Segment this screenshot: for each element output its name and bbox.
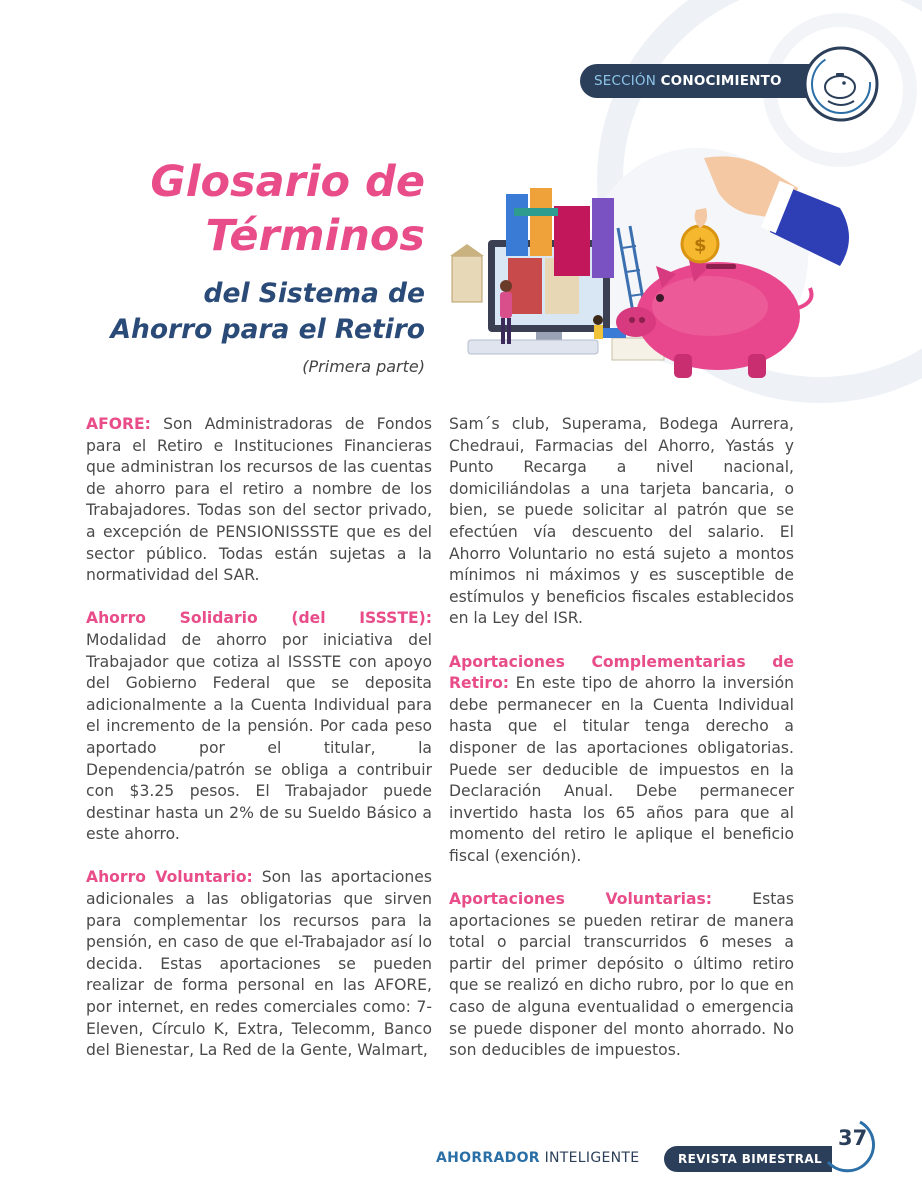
term-label: Ahorro Voluntario: <box>86 868 253 887</box>
footer-tag: REVISTA BIMESTRAL <box>664 1146 832 1172</box>
piggy-bank-badge-icon <box>800 43 882 125</box>
part-label: (Primera parte) <box>302 357 425 376</box>
term-label: Aportaciones Complementarias de Retiro: <box>449 652 794 693</box>
term-definition: Estas aportaciones se pueden retirar de manera total o parcial transcurridos 6 meses a partir del primer depósito o último retiro que se realizó en dicho rubro, por lo que en caso de alguna eventualidad o emergencia se puede disponer del monto ahorrado. No son deducibles de impuestos. <box>449 890 794 1060</box>
glossary-entry-ahorro-voluntario <box>86 867 432 1061</box>
page-number: 37 <box>838 1126 868 1150</box>
brand-rest: INTELIGENTE <box>539 1150 640 1166</box>
magazine-name <box>436 1150 639 1166</box>
glossary-entry-aportaciones-complementarias <box>449 652 794 868</box>
term-label: AFORE: <box>86 415 151 433</box>
svg-text:$: $ <box>694 235 707 256</box>
section-prefix: SECCIÓN <box>594 73 657 89</box>
term-definition: Son las aportaciones adicionales a las obligatorias que sirven para complementar los recursos para la pensión, en caso de que el-Trabajador así lo decida. Estas aportaciones se pueden realizar de forma personal en las AFORE, por internet, en redes comerciales como: 7-Eleven, Círculo K, Extra, Telecomm, Banco del Bienestar, La Red de la Gente, Walmart, <box>86 868 432 1060</box>
glossary-entry-ahorro-solidario <box>86 608 432 846</box>
term-label: Aportaciones Voluntarias: <box>449 890 713 909</box>
column-right <box>449 414 794 1083</box>
title-line-2: Términos <box>205 211 425 261</box>
title-line-1: Glosario de <box>150 157 425 207</box>
term-definition: Sam´s club, Superama, Bodega Aurrera, Chedraui, Farmacias del Ahorro, Yastás y Punto Recarga a nivel nacional, domiciliándolas a una tarjeta bancaria, o bien, se puede solicitar al patrón que se efectúen vía descuento del salario. El Ahorro Voluntario no está sujeto a montos mínimos ni máximos y es susceptible de estímulos y beneficios fiscales establecidos en la Ley del ISR. <box>449 415 794 628</box>
subtitle-line-2: Ahorro para el Retiro <box>110 314 425 345</box>
term-definition: En este tipo de ahorro la inversión debe permanecer en la Cuenta Individual hasta que el titular tenga derecho a disponer de las aportaciones obligatorias. Puede ser deducible de impuestos en la Declaración Anual. Debe permanecer invertido hasta los 65 años para que al momento del retiro le aplique el beneficio fiscal (exención). <box>449 674 794 865</box>
section-name: CONOCIMIENTO <box>660 73 782 89</box>
page-number-badge <box>820 1118 886 1176</box>
term-label: Ahorro Solidario (del ISSSTE): <box>86 609 432 628</box>
page-subtitle <box>110 276 425 348</box>
subtitle-line-1: del Sistema de <box>203 278 425 309</box>
column-left <box>86 414 432 1083</box>
section-tag <box>580 64 810 98</box>
brand-bold: AHORRADOR <box>436 1150 540 1166</box>
page-title <box>150 155 425 263</box>
savings-piggy-bank-books-illustration <box>448 148 868 388</box>
glossary-entry-afore <box>86 414 432 587</box>
term-definition: Son Administradoras de Fondos para el Retiro e Instituciones Financieras que administran los recursos de las cuentas de ahorro para el retiro a nombre de los Trabajadores. Todas son del sector privado, a excepción de PENSIONISSSTE que es del sector público. Todas están sujetas a la normatividad del SAR. <box>86 415 432 585</box>
glossary-entry-aportaciones-voluntarias <box>449 889 794 1062</box>
glossary-entry-ahorro-voluntario-continued <box>449 414 794 630</box>
term-definition: Modalidad de ahorro por iniciativa del Trabajador que cotiza al ISSSTE con apoyo del Gobierno Federal que se deposita adicionalmente a la Cuenta Individual para el incremento de la pensión. Por cada peso aportado por el titular, la Dependencia/patrón se obliga a contribuir con $3.25 pesos. El Trabajador puede destinar hasta un 2% de su Sueldo Básico a este ahorro. <box>86 630 432 844</box>
